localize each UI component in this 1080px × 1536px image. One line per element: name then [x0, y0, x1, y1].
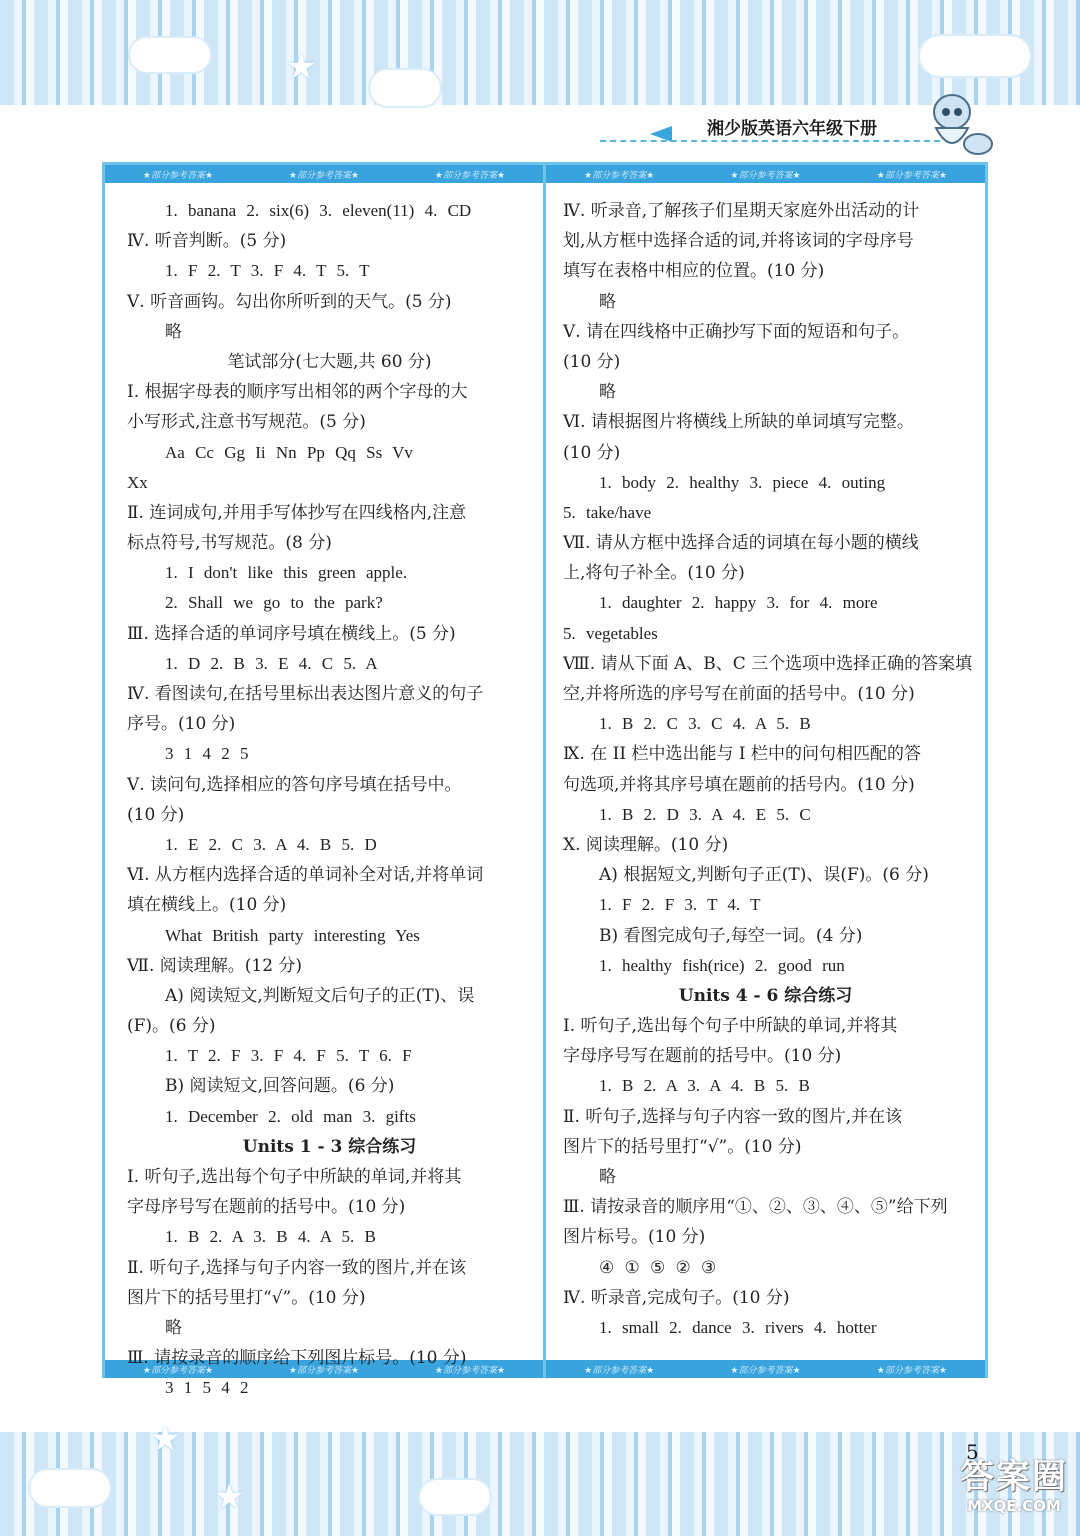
- answer-line: 标点符号,书写规范。(8 分): [127, 533, 332, 554]
- answer-line: 5. vegetables: [563, 623, 658, 643]
- answer-line: 2. Shall we go to the park?: [165, 593, 383, 613]
- bar-label: ★部分参考答案★: [434, 170, 506, 181]
- answer-line: Ⅴ. 读问句,选择相应的答句序号填在括号中。: [127, 774, 462, 795]
- answer-line: 1. daughter 2. happy 3. for 4. more: [599, 593, 878, 613]
- answer-line: Ⅶ. 请从方框中选择合适的词填在每小题的横线: [563, 533, 919, 554]
- answer-line: Ⅳ. 看图读句,在括号里标出表达图片意义的句子: [127, 684, 484, 704]
- bar-label: ★部分参考答案★: [288, 1365, 360, 1376]
- answer-line: Ⅴ. 听音画钩。勾出你所听到的天气。(5 分): [127, 291, 452, 312]
- answer-line: 字母序号写在题前的括号中。(10 分): [563, 1046, 842, 1067]
- answer-line: 图片标号。(10 分): [563, 1227, 706, 1248]
- answer-line: 1. B 2. C 3. C 4. A 5. B: [599, 714, 811, 734]
- top-banner-left: [105, 165, 543, 183]
- answer-line: 略: [165, 321, 182, 342]
- answer-line: Ⅵ. 从方框内选择合适的单词补全对话,并将单词: [127, 865, 484, 886]
- answer-line: 上,将句子补全。(10 分): [563, 563, 745, 584]
- answer-line: Ⅲ. 选择合适的单词序号填在横线上。(5 分): [127, 623, 456, 644]
- site-watermark-logo: [954, 1458, 1074, 1530]
- answer-line: Ⅳ. 听音判断。(5 分): [127, 231, 287, 252]
- answer-line: 1. E 2. C 3. A 4. B 5. D: [165, 834, 377, 854]
- answer-line: Ⅱ. 听句子,选择与句子内容一致的图片,并在该: [127, 1257, 467, 1278]
- bar-label: ★部分参考答案★: [584, 170, 655, 181]
- answer-line: B) 看图完成句子,每空一词。(4 分): [599, 925, 863, 946]
- bar-label: ★部分参考答案★: [584, 1365, 655, 1376]
- star-icon: ★: [214, 1477, 245, 1517]
- bar-label: ★部分参考答案★: [142, 170, 214, 181]
- answer-line: 1. healthy fish(rice) 2. good run: [599, 955, 845, 975]
- answer-line: 1. T 2. F 3. F 4. F 5. T 6. F: [165, 1046, 412, 1066]
- answer-line: Ⅳ. 听录音,了解孩子们星期天家庭外出活动的计: [563, 201, 920, 221]
- answer-line: 空,并将所选的序号写在前面的括号中。(10 分): [563, 684, 915, 704]
- page-number: 5: [966, 1440, 979, 1464]
- answer-line: Ⅶ. 阅读理解。(12 分): [127, 955, 303, 976]
- answer-line: 1. F 2. F 3. T 4. T: [599, 895, 761, 915]
- star-icon: ★: [150, 1419, 181, 1459]
- answer-line: (10 分): [563, 351, 621, 372]
- cloud-decoration: [30, 1470, 110, 1506]
- answer-line: Aa Cc Gg Ii Nn Pp Qq Ss Vv: [165, 442, 413, 462]
- answer-line: Ⅰ. 听句子,选出每个句子中所缺的单词,并将其: [563, 1016, 898, 1037]
- answer-line: Ⅱ. 听句子,选择与句子内容一致的图片,并在该: [563, 1106, 903, 1127]
- answer-line: 3 1 5 4 2: [165, 1378, 249, 1398]
- answer-line: ④ ① ⑤ ② ③: [599, 1257, 717, 1277]
- answer-line: (F)。(6 分): [127, 1016, 216, 1037]
- answer-line: 笔试部分(七大题,共 60 分): [227, 351, 432, 372]
- answer-line: 1. banana 2. six(6) 3. eleven(11) 4. CD: [165, 201, 472, 220]
- answer-line: 字母序号写在题前的括号中。(10 分): [127, 1197, 406, 1218]
- answer-line: 略: [599, 291, 616, 312]
- answer-line: Units 4 - 6 综合练习: [678, 985, 853, 1006]
- bar-label: ★部分参考答案★: [730, 170, 801, 181]
- answer-line: 划,从方框中选择合适的词,并将该词的字母序号: [563, 231, 914, 252]
- answer-line: 图片下的括号里打“√”。(10 分): [127, 1287, 366, 1308]
- cloud-decoration: [370, 70, 440, 106]
- top-banner-right: [546, 165, 985, 183]
- answer-line: 1. small 2. dance 3. rivers 4. hotter: [599, 1317, 877, 1337]
- answer-line: (10 分): [127, 804, 185, 825]
- answer-line: 1. B 2. D 3. A 4. E 5. C: [599, 804, 811, 824]
- answer-line: Xx: [127, 472, 148, 492]
- answer-line: 句选项,并将其序号填在题前的括号内。(10 分): [563, 774, 915, 795]
- answer-line: 图片下的括号里打“√”。(10 分): [563, 1136, 802, 1157]
- answer-line: Ⅴ. 请在四线格中正确抄写下面的短语和句子。: [563, 321, 910, 342]
- answer-line: A) 根据短文,判断句子正(T)、误(F)。(6 分): [599, 865, 929, 886]
- answer-line: 1. body 2. healthy 3. piece 4. outing: [599, 472, 886, 492]
- cloud-decoration: [130, 38, 210, 72]
- answer-line: 填在横线上。(10 分): [127, 895, 287, 916]
- cloud-decoration: [920, 36, 1030, 76]
- answer-line: Ⅳ. 听录音,完成句子。(10 分): [563, 1287, 790, 1308]
- answer-line: 小写形式,注意书写规范。(5 分): [127, 412, 366, 433]
- answer-line: What British party interesting Yes: [165, 925, 420, 945]
- cloud-decoration: [420, 1480, 490, 1514]
- answer-line: 略: [165, 1317, 182, 1338]
- answer-line: A) 阅读短文,判断短文后句子的正(T)、误: [165, 985, 475, 1006]
- answer-line: 5. take/have: [563, 502, 652, 522]
- answer-line: 填写在表格中相应的位置。(10 分): [563, 261, 825, 282]
- column-divider: [543, 162, 546, 1378]
- left-answer-column: [127, 196, 532, 1404]
- answer-line: 1. B 2. A 3. B 4. A 5. B: [165, 1227, 376, 1247]
- bar-label: ★部分参考答案★: [288, 170, 360, 181]
- answer-line: Ⅸ. 在 II 栏中选出能与 I 栏中的问句相匹配的答: [563, 744, 921, 765]
- answer-line: B) 阅读短文,回答问题。(6 分): [165, 1076, 395, 1097]
- answer-line: (10 分): [563, 442, 621, 463]
- watermark-top-text: 答案圈: [960, 1457, 1068, 1497]
- answer-line: 略: [599, 1167, 616, 1187]
- answer-line: Ⅰ. 根据字母表的顺序写出相邻的两个字母的大: [127, 382, 468, 403]
- answer-line: 1. F 2. T 3. F 4. T 5. T: [165, 261, 370, 281]
- answer-line: Ⅰ. 听句子,选出每个句子中所缺的单词,并将其: [127, 1167, 462, 1187]
- answer-line: Ⅹ. 阅读理解。(10 分): [563, 834, 729, 855]
- cartoon-girl-icon: [922, 88, 996, 158]
- bar-label: ★部分参考答案★: [876, 170, 947, 181]
- book-title: 湘少版英语六年级下册: [707, 119, 877, 139]
- answer-line: Ⅷ. 请从下面 A、B、C 三个选项中选择正确的答案填: [563, 653, 973, 674]
- answer-line: 序号。(10 分): [127, 714, 236, 735]
- answer-line: Ⅱ. 连词成句,并用手写体抄写在四线格内,注意: [127, 502, 467, 523]
- answer-line: Ⅲ. 请按录音的顺序给下列图片标号。(10 分): [127, 1348, 467, 1369]
- answer-line: 1. D 2. B 3. E 4. C 5. A: [165, 653, 378, 673]
- answer-line: Units 1 - 3 综合练习: [242, 1136, 417, 1157]
- answer-line: 1. B 2. A 3. A 4. B 5. B: [599, 1076, 810, 1096]
- star-icon: ★: [286, 47, 317, 87]
- answer-line: 1. I don't like this green apple.: [165, 563, 408, 583]
- answer-line: 略: [599, 382, 616, 403]
- answer-line: 3 1 4 2 5: [165, 744, 249, 764]
- bar-label: ★部分参考答案★: [434, 1365, 506, 1376]
- answer-line: 1. December 2. old man 3. gifts: [165, 1106, 416, 1126]
- answer-line: Ⅵ. 请根据图片将横线上所缺的单词填写完整。: [563, 412, 914, 433]
- bar-label: ★部分参考答案★: [876, 1365, 947, 1376]
- bar-label: ★部分参考答案★: [730, 1365, 801, 1376]
- bar-label: ★部分参考答案★: [142, 1365, 214, 1376]
- watermark-bottom-text: MXQE.COM: [967, 1497, 1061, 1515]
- right-answer-column: [563, 196, 973, 1343]
- answer-line: Ⅲ. 请按录音的顺序用“①、②、③、④、⑤”给下列: [563, 1197, 948, 1218]
- bottom-banner-right: [546, 1360, 985, 1378]
